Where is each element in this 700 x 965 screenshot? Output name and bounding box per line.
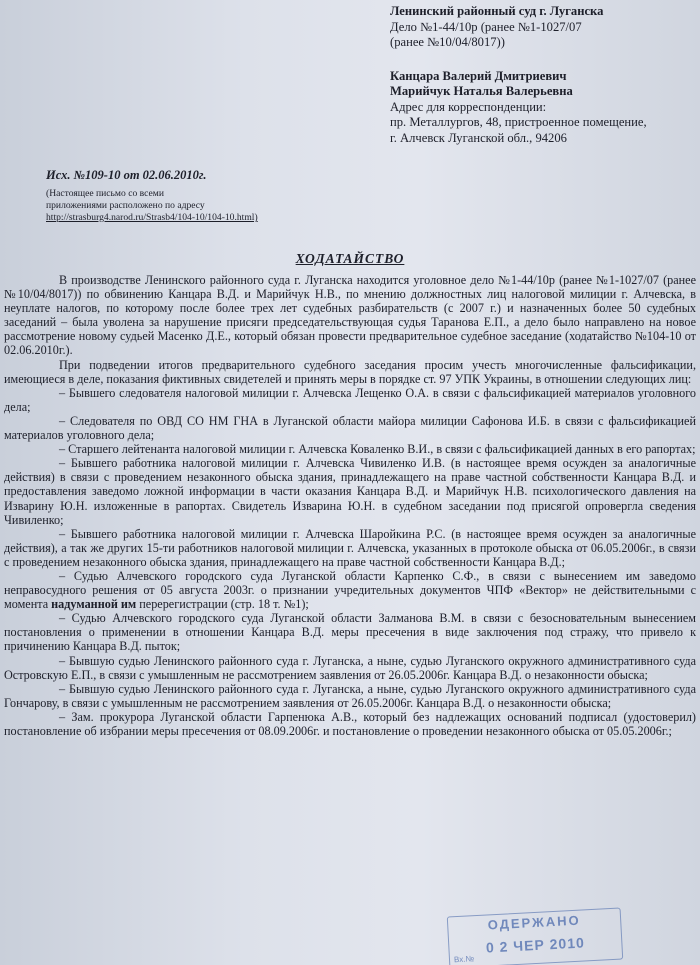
karpenko-text: – Судью Алчевского городского суда Луганской области Карпенко С.Ф., в связи с вынесением им заведомо неправосудного решения от 05 августа 2003г. о признании учредительных документов ЧПФ «Вектор» не действительными с момента <box>4 568 696 612</box>
address-line-1: пр. Металлургов, 48, пристроенное помещение, <box>390 115 647 129</box>
list-item-safonov: – Следователя по ОВД СО НМ ГНА в Луганской области майора милиции Сафонова И.Б. в связи с фальсификацией материалов уголовного дела; <box>4 413 696 443</box>
case-number-previous: (ранее №10/04/8017)) <box>390 35 505 49</box>
stamp-incoming-number: Вх.№ <box>453 954 475 965</box>
court-name: Ленинский районный суд г. Луганска <box>390 4 604 18</box>
address-block <box>390 4 695 146</box>
list-item-garpenyuk: – Зам. прокурора Луганской области Гарпенюка А.В., который без надлежащих оснований подписал (удостоверил) постановление об избрании меры пресечения от 08.09.2006г. и постановление о проведении незаконного обыска от 05.05.2006г.; <box>4 709 696 738</box>
sender-name-2: Марийчук Наталья Валерьевна <box>390 84 573 98</box>
list-item-karpenko <box>4 569 696 611</box>
online-note <box>46 188 346 224</box>
stamp-received-label: ОДЕРЖАНО <box>487 912 582 933</box>
outgoing-number: Исх. №109-10 от 02.06.2010г. <box>46 168 207 182</box>
list-item-sharoykin: – Бывшего работника налоговой милиции г. Алчевска Шаройкина Р.С. (в настоящее время осужден за аналогичные действия), а так же других 15-ти работников налоговой милиции г. Алчевска, указанных в протоколе обыска от 06.05.2006г., в связи с проведением незаконного обыска здания, принадлежащего на праве частной собственности Канцара В.Д.; <box>4 526 696 569</box>
address-label: Адрес для корреспонденции: <box>390 99 547 114</box>
case-number: Дело №1-44/10р (ранее №1-1027/07 <box>390 19 582 34</box>
stamp-date: 0 2 ЧЕР 2010 <box>485 934 586 956</box>
document-title: ХОДАТАЙСТВО <box>295 251 405 266</box>
note-line-1: (Настоящее письмо со всеми <box>46 188 164 199</box>
list-item-leshchenko: – Бывшего следователя налоговой милиции г. Алчевска Лещенко О.А. в связи с фальсификацией материалов уголовного дела; <box>4 385 696 414</box>
list-item-goncharova: – Бывшую судью Ленинского районного суда г. Луганска, а ныне, судью Луганского окружного административного суда Гончарову, в связи с умышленным не рассмотрением заявления от 26.05.2006г. Канцара В.Д. о незаконности обыска; <box>4 681 696 710</box>
list-item-chivilenko: – Бывшего работника налоговой милиции г. Алчевска Чивиленко И.В. (в настоящее время осужден за аналогичные действия) в связи с проведением незаконного обыска здания, принадлежащего на праве частной собственности Канцара В.Д. и предоставления заведомо ложной информации в части оказания Канцара В.Д. и Марийчук Н.В. психологического давления на Изварину Ю.Н. изложенные в рапортах. Свидетель Изварина Ю.Н. в судебном заседании под присягой опровергла сведения Чивиленко; <box>4 456 696 527</box>
note-link[interactable]: http://strasburg4.narod.ru/Strasb4/104-10/104-10.html) <box>46 212 258 223</box>
document-body <box>4 273 696 738</box>
note-line-2: приложениями расположено по адресу <box>46 200 205 211</box>
list-item-zalmanov: – Судью Алчевского городского суда Луганской области Залманова В.М. в связи с безосновательным вынесением постановления о применении в отношении Канцара В.Д. меры пресечения в виде заключения под стражу, что привело к причинению Канцара В.Д. пыток; <box>4 611 696 654</box>
paragraph-intro: В производстве Ленинского районного суда г. Луганска находится уголовное дело №1-44/10р (ранее №1-1027/07 (ранее №10/04/8017)) по обвинению Канцара В.Д. и Марийчук Н.В., по мнению должностных лиц налоговой милиции г. Алчевска, в неуплате налогов, по которому после более трех лет судебных разбирательств (с 2007 г.) и назначенных более 50 судебных заседаний – была уволена за нарушение присяги председательствующая судья Таранова Е.П., а дело было направлено на новое рассмотрение новому судьей Масенко Д.Е., который обязан провести предварительное судебное заседание (ходатайство №104-10 от 02.06.2010г.). <box>4 273 696 358</box>
received-stamp <box>447 907 623 965</box>
list-item-ostrovskaya: – Бывшую судью Ленинского районного суда г. Луганска, а ныне, судью Луганского окружного административного суда Островскую Е.П., в связи с умышленным не рассмотрением заявления от 26.05.2006г. Канцара В.Д. о незаконности обыска; <box>4 653 696 682</box>
sender-name-1: Канцара Валерий Дмитриевич <box>390 68 567 83</box>
karpenko-text-end: перерегистрации (стр. 18 т. №1); <box>139 597 309 612</box>
address-line-2: г. Алчевск Луганской обл., 94206 <box>390 130 567 145</box>
paragraph-request: При подведении итогов предварительного судебного заседания просим учесть многочисленные фальсификации, имеющиеся в деле, показания фиктивных свидетелей и принять меры в порядке ст. 97 УПК Украины, в отношении следующих лиц: <box>4 357 696 386</box>
list-item-kovalenko: – Старшего лейтенанта налоговой милиции г. Алчевска Коваленко В.И., в связи с фальсификацией данных в его рапортах; <box>59 442 696 457</box>
emphasis-text: надуманной им <box>51 597 137 612</box>
